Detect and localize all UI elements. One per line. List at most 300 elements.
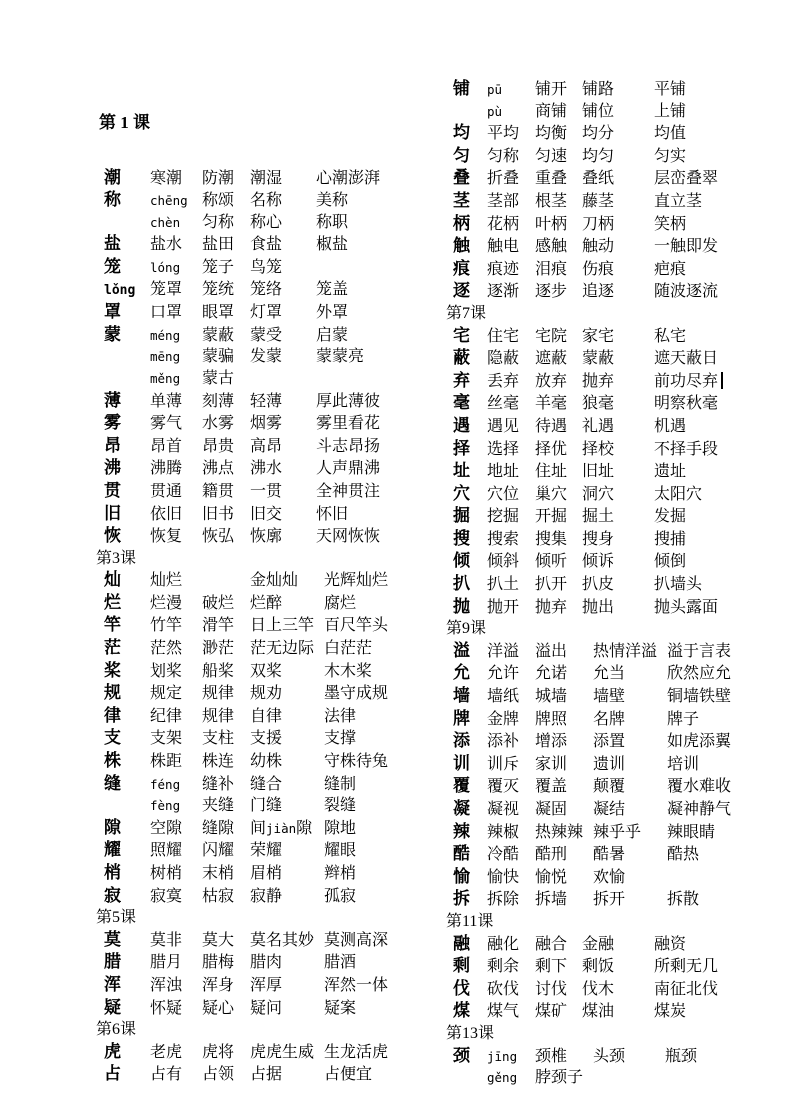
vocab-word: 浑身 [202, 976, 235, 994]
row-head-char: 灿 [104, 570, 121, 590]
vocab-word: 名称 [250, 192, 283, 210]
vocab-word: 树梢 [150, 865, 183, 882]
row-head-char: 溢 [453, 640, 470, 660]
row-head-char: 虎 [104, 1041, 121, 1061]
vocab-row [453, 460, 733, 483]
text-column-left [96, 112, 436, 1086]
vocab-row [104, 480, 390, 503]
vocab-word: 雾气 [150, 415, 183, 433]
vocab-word: 匀速 [535, 147, 568, 165]
vocab-row [453, 573, 733, 596]
row-head-char: 盐 [104, 234, 121, 254]
vocab-word: 讨伐 [535, 980, 568, 998]
vocab-word: 搜捕 [654, 530, 687, 548]
row-head-char: 寂 [104, 885, 121, 905]
vocab-word: 眼罩 [202, 304, 235, 322]
vocab-word: 洋溢 [487, 642, 520, 660]
vocab-word: 盐田 [202, 236, 235, 254]
vocab-word: 全神贯注 [316, 482, 381, 500]
vocab-word [202, 569, 250, 592]
vocab-word: 木木桨 [324, 662, 373, 680]
vocab-word: 占有 [150, 1066, 183, 1084]
vocab-word: 名牌 [593, 710, 626, 728]
row-head-char: 扒 [453, 574, 470, 594]
vocab-row [453, 955, 728, 978]
vocab-word: 酷热 [667, 846, 700, 864]
vocab-word: 凝视 [487, 801, 520, 818]
vocab-word: 倾斜 [487, 553, 520, 571]
row-head-char: 伐 [453, 978, 470, 998]
row-head-char: 拆 [453, 889, 470, 909]
lesson-heading: 第3课 [96, 549, 137, 567]
vocab-word: 掘土 [582, 508, 615, 526]
vocab-word: 自律 [250, 707, 283, 725]
vocab-table [104, 569, 398, 907]
vocab-word: 枯寂 [202, 887, 235, 905]
vocab-word: 一贯 [250, 482, 283, 500]
vocab-word: 外罩 [316, 304, 349, 322]
row-head-char [104, 795, 150, 817]
vocab-row [104, 682, 398, 705]
row-head-char: 蔽 [453, 348, 470, 368]
vocab-word: 墙纸 [487, 688, 520, 706]
row-head-char: 罩 [104, 302, 121, 322]
vocab-word: 不择手段 [654, 440, 719, 458]
row-head-char: 疑 [104, 997, 121, 1017]
vocab-word: 蒙蔽 [202, 326, 235, 344]
vocab-word: 腊酒 [324, 954, 357, 972]
row-head-char: 愉 [453, 866, 470, 886]
vocab-word: 溢出 [535, 642, 568, 660]
vocab-row [104, 997, 398, 1020]
vocab-row [104, 569, 398, 592]
vocab-row [104, 592, 398, 615]
vocab-word: 日上三竿 [250, 617, 315, 635]
lesson-heading: 第13课 [446, 1024, 495, 1042]
vocab-word: 煤炭 [654, 1003, 687, 1021]
vocab-row [104, 727, 398, 750]
vocab-word: 添置 [593, 733, 626, 751]
row-head-char: 弃 [453, 370, 470, 390]
vocab-row [104, 390, 390, 413]
vocab-row [453, 708, 741, 731]
row-head-char: 颈 [453, 1045, 470, 1065]
inline-pinyin: jiàn [266, 820, 297, 836]
vocab-row [453, 798, 741, 821]
vocab-word: 渺茫 [202, 640, 235, 658]
vocab-word: 恢廓 [250, 528, 283, 546]
vocab-word: 株距 [150, 753, 183, 771]
vocab-word: 百尺竿头 [324, 617, 389, 635]
vocab-row [453, 145, 728, 168]
vocab-word: 挖掘 [487, 508, 520, 526]
vocab-word: 眉梢 [250, 865, 283, 882]
vocab-word: 贯通 [150, 482, 183, 500]
vocab-word: 人声鼎沸 [316, 460, 381, 478]
row-head-char: 触 [453, 236, 470, 256]
vocab-table [104, 929, 398, 1019]
vocab-word: 厚此薄彼 [316, 392, 381, 410]
vocab-word: 疑案 [324, 999, 357, 1017]
vocab-row [104, 1041, 398, 1064]
vocab-word: 水雾 [202, 415, 235, 433]
vocab-word: 伤痕 [582, 260, 615, 278]
vocab-word: 籍贯 [202, 482, 235, 500]
vocab-word: 倾倒 [654, 553, 687, 571]
lesson-heading: 第6课 [96, 1021, 137, 1039]
vocab-word: 辣椒 [487, 823, 520, 841]
vocab-word: 煤矿 [535, 1003, 568, 1021]
row-head-char: 腊 [104, 952, 121, 972]
vocab-word: 称心 [250, 213, 283, 231]
row-head-char: 莫 [104, 929, 121, 949]
text-cursor [721, 372, 723, 389]
vocab-word: 天网恢恢 [316, 528, 381, 546]
vocab-word: 笼统 [202, 280, 235, 298]
vocab-word: 抛弃 [535, 598, 568, 616]
row-head-char: 择 [453, 438, 470, 458]
vocab-word: 洞穴 [582, 485, 615, 503]
vocab-word: 训斥 [487, 755, 520, 773]
vocab-table [104, 1041, 398, 1086]
vocab-word: 抛弃 [582, 372, 615, 390]
vocab-word: 照耀 [150, 842, 183, 860]
vocab-word: 茫然 [150, 640, 183, 658]
vocab-word: 缝制 [324, 775, 357, 793]
vocab-word: 寂寞 [150, 887, 183, 905]
row-head-char: 律 [104, 705, 121, 725]
vocab-word: 增添 [535, 733, 568, 751]
vocab-word: 规定 [150, 685, 183, 703]
vocab-word: 上铺 [654, 102, 687, 120]
vocab-word: 灯罩 [250, 304, 283, 322]
vocab-word: 占便宜 [324, 1066, 373, 1084]
vocab-word: 防潮 [202, 169, 235, 187]
vocab-word: 沸腾 [150, 460, 183, 478]
vocab-row [453, 1000, 728, 1023]
vocab-word: 待遇 [535, 417, 568, 435]
row-head-char: 薄 [104, 390, 121, 410]
vocab-word: 倾诉 [582, 553, 615, 571]
vocab-word: 金融 [582, 935, 615, 953]
vocab-word: 所剩无几 [654, 958, 719, 976]
vocab-word: 择优 [535, 440, 568, 458]
row-head-char: 缝 [104, 773, 121, 793]
vocab-word: 痕迹 [487, 260, 520, 278]
vocab-row [104, 862, 398, 885]
vocab-row [104, 773, 398, 796]
row-head-char: 支 [104, 728, 121, 748]
vocab-word: 倾听 [535, 553, 568, 571]
vocab-word: 末梢 [202, 865, 235, 882]
vocab-word: 平铺 [654, 81, 687, 98]
row-head-char: 匀 [453, 145, 470, 165]
vocab-word: 占据 [250, 1066, 283, 1084]
vocab-word: 拆散 [667, 891, 700, 909]
vocab-word: 住宅 [487, 327, 520, 345]
vocab-word: 耀眼 [324, 842, 357, 860]
vocab-word: 间jiàn隙 [250, 819, 313, 837]
vocab-word: 凝神静气 [667, 801, 732, 818]
vocab-word: 纪律 [150, 707, 183, 725]
vocab-word: 发蒙 [250, 348, 283, 366]
vocab-word: 住址 [535, 463, 568, 481]
row-head-char: 株 [104, 751, 121, 771]
pinyin-label: pū [487, 82, 503, 97]
vocab-word: 触动 [582, 238, 615, 256]
vocab-word: 笼盖 [316, 280, 349, 298]
vocab-row [453, 843, 741, 866]
vocab-word: 心潮澎湃 [316, 169, 381, 187]
vocab-word: 守株待兔 [324, 753, 389, 771]
vocab-word: 丢弃 [487, 372, 520, 390]
vocab-word: 扒皮 [582, 576, 615, 594]
vocab-row [104, 705, 398, 728]
vocab-word: 笑柄 [654, 215, 687, 233]
vocab-word: 颠覆 [593, 778, 626, 796]
vocab-word: 匀称 [487, 147, 520, 165]
vocab-word: 前功尽弃 [654, 370, 733, 393]
vocab-word: 砍伐 [487, 980, 520, 998]
vocab-row [104, 750, 398, 773]
lesson-heading: 第7课 [446, 304, 487, 322]
vocab-word: 旧书 [202, 505, 235, 523]
vocab-word: 恢复 [150, 528, 183, 546]
vocab-word: 笼子 [202, 258, 235, 276]
vocab-row [104, 279, 390, 302]
vocab-word: 昂贵 [202, 437, 235, 455]
vocab-word: 腐烂 [324, 594, 357, 612]
vocab-word: 旧址 [582, 463, 615, 481]
vocab-table [453, 325, 733, 619]
vocab-row [453, 258, 728, 281]
vocab-row [453, 438, 733, 461]
vocab-word: 莫名其妙 [250, 931, 315, 949]
vocab-word: 鸟笼 [250, 258, 283, 276]
vocab-word: 虎将 [202, 1043, 235, 1061]
vocab-word: 株连 [202, 753, 235, 771]
vocab-word: 斗志昂扬 [316, 437, 381, 455]
vocab-word: 轻薄 [250, 392, 283, 410]
vocab-word: 裂缝 [324, 797, 357, 815]
vocab-word: 欣然应允 [667, 665, 732, 683]
row-head-char: 融 [453, 933, 470, 953]
vocab-word: 寒潮 [150, 169, 183, 187]
vocab-word: 支架 [150, 730, 183, 748]
pinyin-label: pù [487, 103, 503, 119]
vocab-word: 依旧 [150, 505, 183, 523]
vocab-word: 煤油 [582, 1003, 615, 1021]
vocab-row [453, 821, 741, 844]
vocab-row [104, 167, 390, 190]
vocab-word: 平均 [487, 125, 520, 143]
pinyin-label: lóng [150, 259, 181, 275]
vocab-word: 光辉灿烂 [324, 572, 389, 590]
vocab-word: 划桨 [150, 662, 183, 680]
vocab-word: 开掘 [535, 508, 568, 526]
row-head-char: 占 [104, 1064, 121, 1084]
row-head-char: 梢 [104, 863, 121, 882]
vocab-word: 城墙 [535, 688, 568, 706]
vocab-word: 追逐 [582, 283, 615, 301]
row-head-char: 竿 [104, 615, 121, 635]
vocab-word: 搜集 [535, 530, 568, 548]
pinyin-label: jīng [487, 1048, 518, 1064]
vocab-row [104, 660, 398, 683]
vocab-word: 夹缝 [202, 797, 235, 815]
vocab-word: 蒙蒙亮 [316, 348, 365, 366]
vocab-row [453, 78, 728, 101]
vocab-word: 随波逐流 [654, 283, 719, 301]
vocab-word: 花柄 [487, 215, 520, 233]
row-head-char [453, 101, 487, 123]
vocab-word: 礼遇 [582, 417, 615, 435]
vocab-word: 择校 [582, 440, 615, 458]
vocab-row [453, 640, 741, 663]
vocab-word: 浑浊 [150, 976, 183, 994]
vocab-word: 抛开 [487, 598, 520, 616]
row-head-char: 浑 [104, 974, 121, 994]
vocab-word: 盐水 [150, 236, 183, 254]
vocab-row [104, 301, 390, 324]
vocab-word: 丝毫 [487, 395, 520, 413]
vocab-word: 剩饭 [582, 958, 615, 976]
vocab-row [453, 213, 728, 236]
row-head-char: 茎 [453, 190, 470, 210]
vocab-row [453, 415, 733, 438]
vocab-word: 蒙古 [202, 369, 235, 387]
row-head-char: 穴 [453, 483, 470, 503]
vocab-word: 食盐 [250, 236, 283, 254]
vocab-word: 孤寂 [324, 887, 357, 905]
vocab-word: 选择 [487, 440, 520, 458]
vocab-row [453, 685, 741, 708]
vocab-row [453, 483, 733, 506]
vocab-row [453, 190, 728, 213]
vocab-word: 称颂 [202, 192, 235, 210]
vocab-row [104, 885, 398, 908]
vocab-word: 欢愉 [593, 868, 626, 886]
vocab-word: 凝固 [535, 801, 568, 818]
row-head-char: 均 [453, 123, 470, 143]
vocab-word: 伐木 [582, 980, 615, 998]
vocab-row [453, 888, 741, 911]
vocab-word: 太阳穴 [654, 485, 703, 503]
vocab-word: 重叠 [535, 170, 568, 188]
vocab-word: 烂醉 [250, 594, 283, 612]
vocab-word: 冷酷 [487, 846, 520, 864]
row-head-char: 凝 [453, 799, 470, 818]
vocab-word: 拆除 [487, 891, 520, 909]
vocab-row [104, 614, 398, 637]
vocab-row [104, 435, 390, 458]
vocab-word: 遗址 [654, 463, 687, 481]
vocab-row [453, 1067, 707, 1089]
vocab-word: 巢穴 [535, 485, 568, 503]
vocab-row [453, 550, 733, 573]
vocab-row [453, 370, 733, 393]
vocab-word: 扒土 [487, 576, 520, 594]
row-head-char: 剩 [453, 956, 470, 976]
vocab-word: 家宅 [582, 327, 615, 345]
vocab-word: 机遇 [654, 417, 687, 435]
vocab-word: 美称 [316, 192, 349, 210]
row-head-char: 辣 [453, 821, 470, 841]
row-head-char: 规 [104, 683, 121, 703]
vocab-word: 逐渐 [487, 283, 520, 301]
vocab-row [104, 233, 390, 256]
vocab-word: 缝补 [202, 775, 235, 793]
vocab-row [453, 933, 728, 956]
vocab-word: 溢于言表 [667, 642, 732, 660]
vocab-word: 笼罩 [150, 280, 183, 298]
vocab-row [453, 347, 733, 370]
vocab-row [453, 167, 728, 190]
vocab-word: 覆灭 [487, 778, 520, 796]
row-head-char: 酷 [453, 844, 470, 864]
vocab-word: 瓶颈 [665, 1047, 698, 1065]
vocab-row [453, 753, 741, 776]
vocab-word: 直立茎 [654, 192, 703, 210]
row-head-char: 耀 [104, 840, 121, 860]
vocab-word: 凝结 [593, 801, 626, 818]
vocab-word: 生龙活虎 [324, 1043, 389, 1061]
vocab-row [453, 775, 741, 798]
vocab-row [104, 189, 390, 212]
vocab-word: 荣耀 [250, 842, 283, 860]
vocab-word: 铺路 [582, 81, 615, 98]
vocab-word: 铺开 [535, 81, 568, 98]
row-head-char: 蒙 [104, 324, 121, 344]
vocab-word: 逐步 [535, 283, 568, 301]
vocab-word: 烟雾 [250, 415, 283, 433]
vocab-row [453, 122, 728, 145]
vocab-word: 融资 [654, 935, 687, 953]
vocab-word: 宅院 [535, 327, 568, 345]
vocab-word: 允许 [487, 665, 520, 683]
vocab-word: 腊肉 [250, 954, 283, 972]
vocab-word: 酷刑 [535, 846, 568, 864]
row-head-char: 雾 [104, 413, 121, 433]
row-head-char: 旧 [104, 503, 121, 523]
row-head-char: 倾 [453, 551, 470, 571]
vocab-word: 剩余 [487, 958, 520, 976]
lesson-heading: 第5课 [96, 909, 137, 927]
row-head-char: 茫 [104, 638, 121, 658]
vocab-word: 扒墙头 [654, 576, 703, 594]
row-head-char: 遇 [453, 415, 470, 435]
row-head-char: 墙 [453, 686, 470, 706]
vocab-word: 空隙 [150, 819, 183, 837]
row-head-char: 叠 [453, 168, 470, 188]
row-head-char: 烂 [104, 592, 121, 612]
vocab-word: 均值 [654, 125, 687, 143]
vocab-word: 沸水 [250, 460, 283, 478]
vocab-word: 破烂 [202, 594, 235, 612]
lesson-heading: 第 1 课 [99, 113, 150, 132]
vocab-word: 铺位 [582, 102, 615, 120]
vocab-row [453, 392, 733, 415]
vocab-row [104, 817, 398, 840]
vocab-word: 茎部 [487, 192, 520, 210]
text-column-right [446, 78, 790, 1089]
vocab-word: 辣乎乎 [593, 823, 642, 841]
vocab-word: 腊梅 [202, 954, 235, 972]
vocab-row [104, 951, 398, 974]
vocab-word: 愉悦 [535, 868, 568, 886]
row-head-char [453, 1067, 487, 1089]
pinyin-label: méng [150, 327, 181, 343]
